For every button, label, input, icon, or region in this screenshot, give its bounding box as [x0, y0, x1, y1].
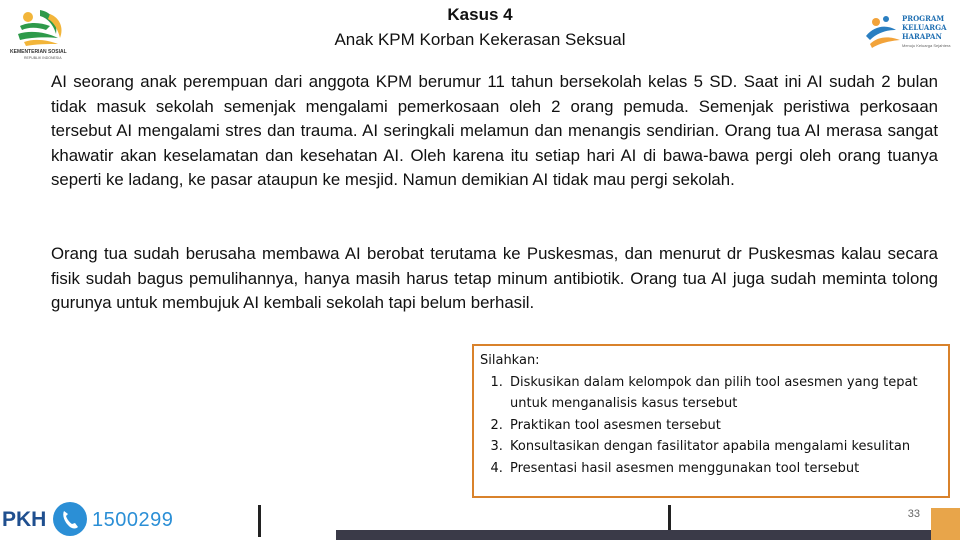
instructions-heading: Silahkan:	[480, 353, 540, 368]
instruction-item: 2. Praktikan tool asesmen tersebut	[507, 415, 942, 437]
instruction-item: 4. Presentasi hasil asesmen menggunakan tool tersebut	[507, 458, 942, 480]
pkh-brand: PKH	[2, 508, 47, 531]
footer-bar	[336, 530, 931, 540]
pkh-hotline	[2, 500, 177, 538]
logo-left-subtext: REPUBLIK INDONESIA	[24, 56, 62, 60]
pkh-logo-line1: PROGRAM	[902, 14, 945, 23]
instruction-item: 1. Diskusikan dalam kelompok dan pilih tool asesmen yang tepat untuk menganalisis kasus tersebut	[507, 372, 942, 415]
instructions-box	[472, 344, 950, 498]
footer-accent	[931, 508, 960, 540]
page-number: 33	[907, 508, 920, 520]
phone-icon	[53, 502, 87, 536]
case-paragraph-1: AI seorang anak perempuan dari anggota KPM berumur 11 tahun bersekolah kelas 5 SD. Saat ini AI sudah 2 bulan tidak masuk sekolah semenjak mengalami pemerkosaan oleh 2 orang pemuda. Semenjak peristiwa perkosaan tersebut AI mengalami stres dan trauma. AI seringkali melamun dan menangis sendirian. Orang tua AI merasa sangat khawatir akan keselamatan dan kesehatan AI. Oleh karena itu setiap hari AI di bawa-bawa pergi oleh orang tuanya seperti ke ladang, ke pasar ataupun ke mesjid. Namun demikian AI tidak mau pergi sekolah.	[51, 72, 938, 189]
hotline-number: 1500299	[92, 509, 174, 531]
pkh-logo-tagline: Menuju Keluarga Sejahtera	[902, 43, 951, 48]
footer-divider	[258, 505, 261, 537]
pkh-logo-line3: HARAPAN	[902, 32, 942, 41]
slide-subtitle: Anak KPM Korban Kekerasan Seksual	[334, 30, 626, 49]
instructions-list	[480, 372, 942, 480]
logo-left-text: KEMENTERIAN SOSIAL	[10, 49, 67, 55]
instruction-item: 3. Konsultasikan dengan fasilitator apabila mengalami kesulitan	[507, 436, 942, 458]
pkh-logo-line2: KELUARGA	[902, 23, 947, 32]
slide-title: Kasus 4	[447, 5, 513, 24]
case-paragraph-2: Orang tua sudah berusaha membawa AI berobat terutama ke Puskesmas, dan menurut dr Puskesmas kalau secara fisik sudah bagus pemulihannya, hanya masih harus tetap minum antibiotik. Orang tua AI juga sudah meminta tolong gurunya untuk membujuk AI kembali sekolah tapi belum berhasil.	[51, 244, 938, 312]
